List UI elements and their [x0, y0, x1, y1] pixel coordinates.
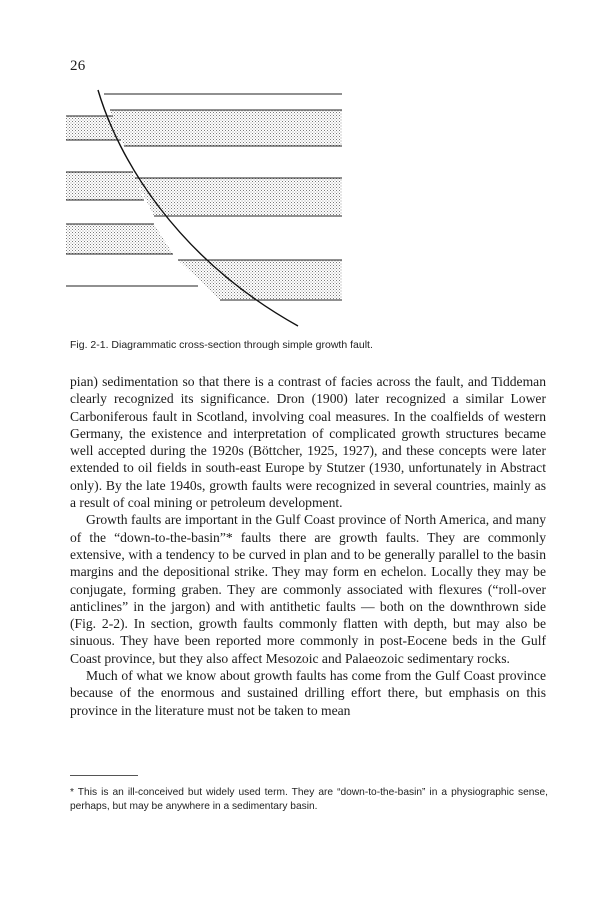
- growth-fault-cross-section-diagram: [66, 88, 356, 328]
- footnote-divider: [70, 775, 138, 776]
- upthrown-stippled-bed-3: [66, 224, 173, 254]
- paragraph: pian) sedimentation so that there is a contrast of facies across the fault, and Tiddeman clearly recognized its significance. Dron (1900) later recognized a similar Lower Carboniferous fault in Scotland, involving coal measures. In the coalfields of western Germany, the existence and interpretation of complicated growth structures became well accepted during the 1920s (Böttcher, 1925, 1927), and these concepts were later extended to oil fields in south-east Europe by Stutzer (1930, unfortunately in Abstract only). By the late 1940s, growth faults were recognized in several countries, mainly as a result of coal mining or petroleum development.: [70, 374, 546, 511]
- upthrown-stippled-bed-2: [66, 172, 144, 200]
- paragraph: Growth faults are important in the Gulf Coast province of North America, and many of the “down-to-the-basin”* faults there are growth faults. They are commonly extensive, with a tendency to be curved in plan and to be generally parallel to the basin margins and the depositional strike. They may form en echelon. Locally they may be conjugate, forming graben. They are commonly associated with flexures (“roll-over anticlines” in the jargon) and with antithetic faults — both on the downthrown side (Fig. 2-2). In section, growth faults commonly flatten with depth, but may also be sinuous. They have been reported more commonly in post-Eocene beds in the Gulf Coast province, but they also affect Mesozoic and Palaeozoic sedimentary rocks.: [70, 512, 546, 666]
- page-number: 26: [70, 58, 86, 74]
- upthrown-stippled-bed-1: [66, 116, 121, 140]
- body-text: [70, 373, 546, 719]
- downthrown-stippled-bed-3: [178, 260, 342, 300]
- footnote: * This is an ill-conceived but widely used term. They are “down-to-the-basin” in a physiographic sense, perhaps, but may be anywhere in a sedimentary basin.: [70, 787, 548, 812]
- figure-caption: Fig. 2-1. Diagrammatic cross-section through simple growth fault.: [70, 339, 373, 351]
- downthrown-stippled-bed-1: [110, 110, 342, 146]
- paragraph: Much of what we know about growth faults has come from the Gulf Coast province because of the enormous and sustained drilling effort there, but emphasis on this province in the literature must not be taken to mean: [70, 668, 546, 718]
- downthrown-stippled-bed-2: [135, 178, 342, 216]
